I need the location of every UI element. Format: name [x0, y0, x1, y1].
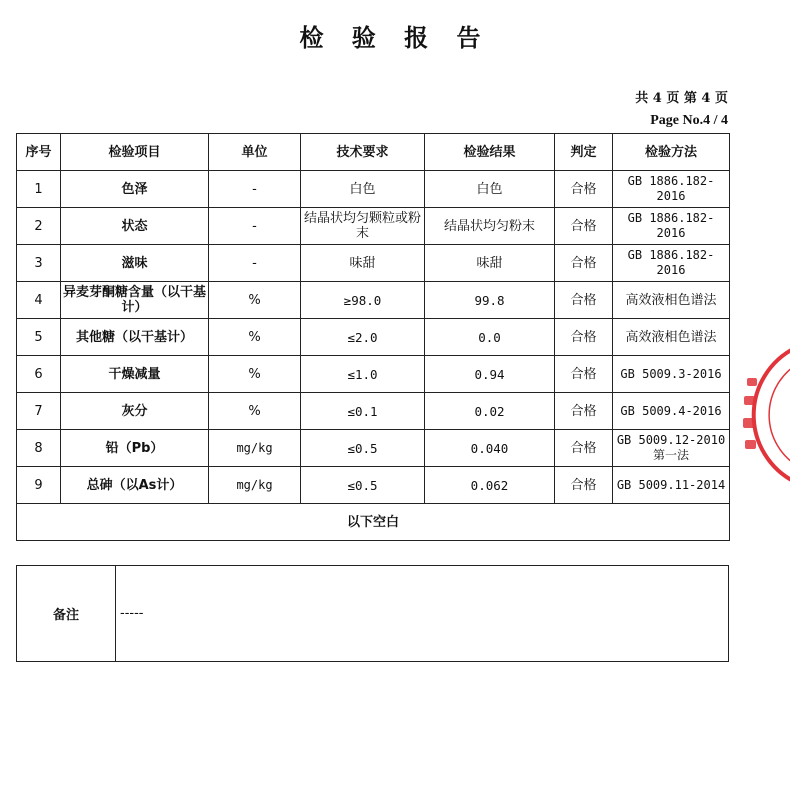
cell-requirement: ≤0.1: [301, 393, 425, 430]
cell-method: GB 5009.12-2010 第一法: [613, 430, 730, 467]
header-result: 检验结果: [425, 134, 555, 171]
cell-method: GB 1886.182-2016: [613, 245, 730, 282]
cell-result: 0.94: [425, 356, 555, 393]
cell-requirement: 结晶状均匀颗粒或粉末: [301, 208, 425, 245]
table-row: [17, 356, 730, 393]
cell-verdict: 合格: [555, 356, 613, 393]
cell-item: 滋味: [61, 245, 209, 282]
cell-item: 其他糖（以干基计）: [61, 319, 209, 356]
cell-unit: %: [209, 356, 301, 393]
cell-no: 6: [17, 356, 61, 393]
seal-ring: [754, 348, 790, 482]
cell-unit: mg/kg: [209, 467, 301, 504]
blank-note: 以下空白: [17, 504, 730, 541]
cell-result: 99.8: [425, 282, 555, 319]
cell-verdict: 合格: [555, 171, 613, 208]
table-header-row: [17, 134, 730, 171]
cell-verdict: 合格: [555, 245, 613, 282]
header-unit: 单位: [209, 134, 301, 171]
cell-result: 白色: [425, 171, 555, 208]
table-row: [17, 467, 730, 504]
cell-item: 铅（Pb）: [61, 430, 209, 467]
cell-method: GB 5009.4-2016: [613, 393, 730, 430]
cell-no: 5: [17, 319, 61, 356]
table-row: [17, 245, 730, 282]
cell-item: 异麦芽酮糖含量（以干基计）: [61, 282, 209, 319]
cell-unit: %: [209, 393, 301, 430]
official-seal-stamp: [735, 340, 790, 490]
cell-result: 0.040: [425, 430, 555, 467]
table-row: [17, 282, 730, 319]
cell-verdict: 合格: [555, 319, 613, 356]
cell-unit: -: [209, 208, 301, 245]
cell-no: 2: [17, 208, 61, 245]
cell-unit: -: [209, 245, 301, 282]
cell-requirement: ≤0.5: [301, 467, 425, 504]
header-method: 检验方法: [613, 134, 730, 171]
cell-item: 干燥减量: [61, 356, 209, 393]
cell-method: 高效液相色谱法: [613, 319, 730, 356]
page-info: [635, 88, 728, 132]
cell-no: 3: [17, 245, 61, 282]
cell-unit: -: [209, 171, 301, 208]
cell-item: 总砷（以As计）: [61, 467, 209, 504]
cell-no: 1: [17, 171, 61, 208]
cell-verdict: 合格: [555, 393, 613, 430]
cell-unit: %: [209, 319, 301, 356]
notes-row: [17, 566, 729, 662]
page-info-en: Page No.4 / 4: [650, 113, 728, 128]
notes-value: -----: [116, 566, 729, 662]
header-verdict: 判定: [555, 134, 613, 171]
cell-method: GB 5009.11-2014: [613, 467, 730, 504]
cell-verdict: 合格: [555, 282, 613, 319]
seal-inner-ring: [769, 362, 790, 468]
cell-method: GB 1886.182-2016: [613, 171, 730, 208]
cell-verdict: 合格: [555, 430, 613, 467]
cell-unit: mg/kg: [209, 430, 301, 467]
cell-requirement: ≤2.0: [301, 319, 425, 356]
cell-result: 结晶状均匀粉末: [425, 208, 555, 245]
cell-no: 7: [17, 393, 61, 430]
cell-unit: %: [209, 282, 301, 319]
table-row: [17, 430, 730, 467]
cell-verdict: 合格: [555, 467, 613, 504]
cell-requirement: ≤1.0: [301, 356, 425, 393]
cell-verdict: 合格: [555, 208, 613, 245]
cell-requirement: ≥98.0: [301, 282, 425, 319]
cell-requirement: ≤0.5: [301, 430, 425, 467]
report-title: 检 验 报 告: [299, 24, 491, 52]
cell-item: 色泽: [61, 171, 209, 208]
cell-result: 味甜: [425, 245, 555, 282]
notes-table: [16, 565, 729, 662]
cell-result: 0.02: [425, 393, 555, 430]
cell-method: GB 5009.3-2016: [613, 356, 730, 393]
seal-marks: [743, 378, 757, 449]
inspection-table: [16, 133, 730, 541]
table-row: [17, 393, 730, 430]
cell-result: 0.0: [425, 319, 555, 356]
table-row: [17, 208, 730, 245]
cell-no: 8: [17, 430, 61, 467]
cell-result: 0.062: [425, 467, 555, 504]
cell-no: 9: [17, 467, 61, 504]
cell-requirement: 白色: [301, 171, 425, 208]
cell-item: 灰分: [61, 393, 209, 430]
blank-row: [17, 504, 730, 541]
table-row: [17, 171, 730, 208]
page-info-cn: 共 4 页 第 4 页: [635, 91, 728, 106]
cell-requirement: 味甜: [301, 245, 425, 282]
header-item: 检验项目: [61, 134, 209, 171]
cell-method: GB 1886.182-2016: [613, 208, 730, 245]
notes-label: 备注: [17, 566, 116, 662]
header-requirement: 技术要求: [301, 134, 425, 171]
header-no: 序号: [17, 134, 61, 171]
cell-item: 状态: [61, 208, 209, 245]
cell-method: 高效液相色谱法: [613, 282, 730, 319]
table-row: [17, 319, 730, 356]
cell-no: 4: [17, 282, 61, 319]
